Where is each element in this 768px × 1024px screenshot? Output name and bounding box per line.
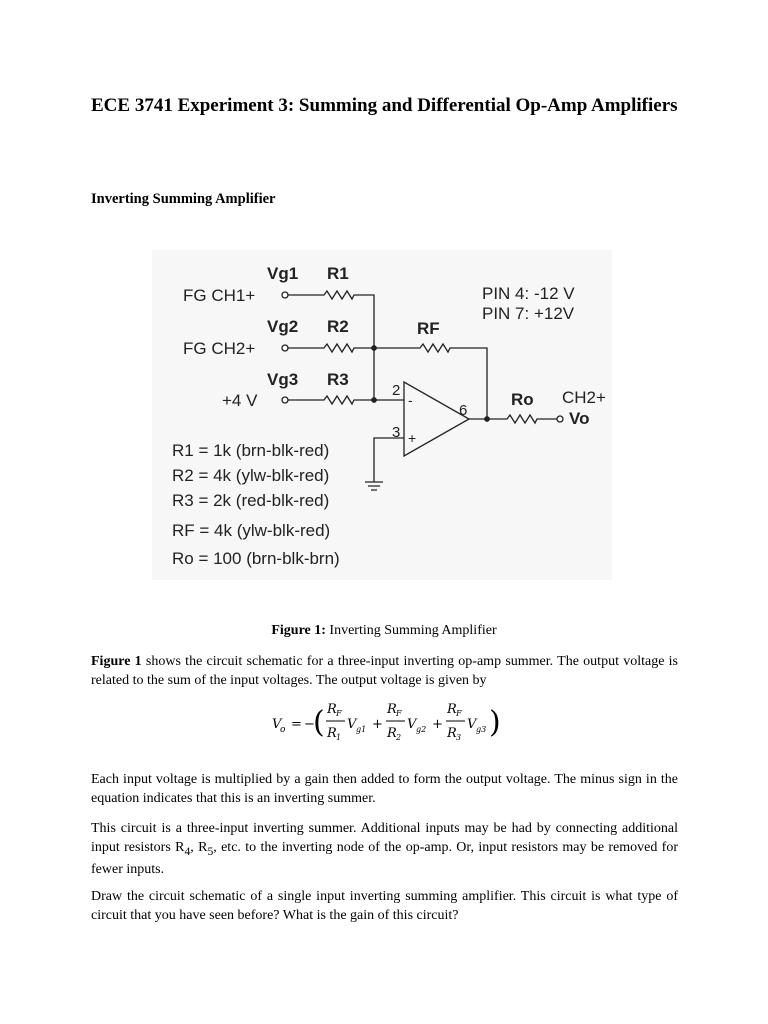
para3-text-c: , etc. to the inverting node of the op-amp. Or, input resistors may be removed for fewer inputs. xyxy=(91,839,679,877)
resistor-r2 xyxy=(288,344,374,352)
paragraph-gain-explanation: Each input voltage is multiplied by a gain then added to form the output voltage. The minus sign in the equation indicates that this is an inverting summer. xyxy=(91,772,678,806)
eq-lhs-sub: o xyxy=(280,725,286,735)
eq-t2-num: R xyxy=(387,702,397,717)
resistor-ro xyxy=(469,415,557,423)
label-vg2: Vg2 xyxy=(267,317,299,336)
pin-note-4: PIN 4: -12 V xyxy=(482,284,575,303)
eq-equals: = xyxy=(291,717,302,732)
eq-t3-v-sub: g3 xyxy=(476,725,487,734)
eq-lhs: V xyxy=(272,717,282,732)
eq-t1-num-sub: F xyxy=(336,709,342,718)
ground-symbol xyxy=(365,482,383,490)
para3-text-b: , R xyxy=(190,839,208,855)
inverting-sign: - xyxy=(408,392,413,408)
eq-t3-den-sub: 3 xyxy=(456,733,462,742)
eq-t3-v: V xyxy=(467,717,477,732)
label-fg-ch2: FG CH2+ xyxy=(183,339,256,358)
paragraph-intro xyxy=(91,653,678,690)
junction-dot xyxy=(372,398,376,402)
junction-dot xyxy=(372,346,376,350)
label-r3: R3 xyxy=(327,370,349,389)
figure-reference: Figure 1 xyxy=(91,654,142,669)
figure-caption-label: Figure 1: xyxy=(271,623,326,638)
eq-t1-v: V xyxy=(347,717,357,732)
circuit-schematic xyxy=(152,250,612,580)
eq-plus-1: + xyxy=(372,717,383,732)
paragraph-question: Draw the circuit schematic of a single input inverting summing amplifier. This circuit is what type of circuit that you have seen before? What is the gain of this circuit? xyxy=(91,889,678,923)
eq-open-paren: ( xyxy=(313,705,325,740)
eq-t3-num-sub: F xyxy=(456,709,462,718)
eq-t1-v-sub: g1 xyxy=(356,725,367,734)
resistor-value-rf: RF = 4k (ylw-blk-red) xyxy=(172,521,331,540)
para3-sub-4: 4 xyxy=(184,844,191,858)
eq-plus-2: + xyxy=(432,717,443,732)
eq-t1-den: R xyxy=(327,726,337,741)
resistor-value-ro: Ro = 100 (brn-blk-brn) xyxy=(172,549,340,568)
label-plus-4v: +4 V xyxy=(222,391,258,410)
eq-t2-den: R xyxy=(387,726,397,741)
terminal-vg2 xyxy=(282,345,288,351)
junction-dot xyxy=(485,417,489,421)
pin-2-label: 2 xyxy=(392,382,401,399)
label-r1: R1 xyxy=(327,264,349,283)
paragraph-intro-text: shows the circuit schematic for a three-input inverting op-amp summer. The output voltage is related to the sum of the input voltages. The output voltage is given by xyxy=(91,654,679,688)
paragraph-additional-inputs xyxy=(91,820,678,879)
figure-caption-text: Inverting Summing Amplifier xyxy=(329,623,497,638)
para3-sub-5: 5 xyxy=(207,844,214,858)
resistor-value-r1: R1 = 1k (brn-blk-red) xyxy=(172,441,330,460)
label-vg3: Vg3 xyxy=(267,370,299,389)
terminal-vg3 xyxy=(282,397,288,403)
terminal-vg1 xyxy=(282,292,288,298)
label-ch2: CH2+ xyxy=(562,388,606,407)
figure-caption xyxy=(0,623,768,639)
eq-t3-den: R xyxy=(447,726,457,741)
eq-t3-num: R xyxy=(447,702,457,717)
document-title: ECE 3741 Experiment 3: Summing and Differential Op-Amp Amplifiers xyxy=(91,95,678,116)
label-rf: RF xyxy=(417,319,440,338)
label-fg-ch1: FG CH1+ xyxy=(183,286,256,305)
resistor-r3 xyxy=(288,396,374,404)
wire-noninverting-input xyxy=(374,438,404,482)
eq-minus: − xyxy=(304,717,315,732)
noninverting-sign: + xyxy=(408,430,417,446)
eq-t2-v-sub: g2 xyxy=(416,725,427,734)
eq-t2-v: V xyxy=(407,717,417,732)
pin-note-7: PIN 7: +12V xyxy=(482,304,575,323)
eq-t2-num-sub: F xyxy=(396,709,402,718)
label-r2: R2 xyxy=(327,317,349,336)
resistor-value-r3: R3 = 2k (red-blk-red) xyxy=(172,491,330,510)
eq-close-paren: ) xyxy=(489,705,501,740)
terminal-vo xyxy=(557,416,563,422)
para3-text-a: This circuit is a three-input inverting summer. Additional inputs may be had by connecting additional input resistors R xyxy=(91,821,678,855)
resistor-value-r2: R2 = 4k (ylw-blk-red) xyxy=(172,466,330,485)
label-vo: Vo xyxy=(569,409,590,428)
eq-t2-den-sub: 2 xyxy=(396,733,402,742)
eq-t1-num: R xyxy=(327,702,337,717)
section-heading: Inverting Summing Amplifier xyxy=(91,191,276,207)
output-voltage-equation xyxy=(0,700,768,746)
label-vg1: Vg1 xyxy=(267,264,299,283)
eq-t1-den-sub: 1 xyxy=(336,733,342,742)
pin-6-label: 6 xyxy=(459,402,468,419)
pin-3-label: 3 xyxy=(392,424,401,441)
label-ro: Ro xyxy=(511,390,534,409)
